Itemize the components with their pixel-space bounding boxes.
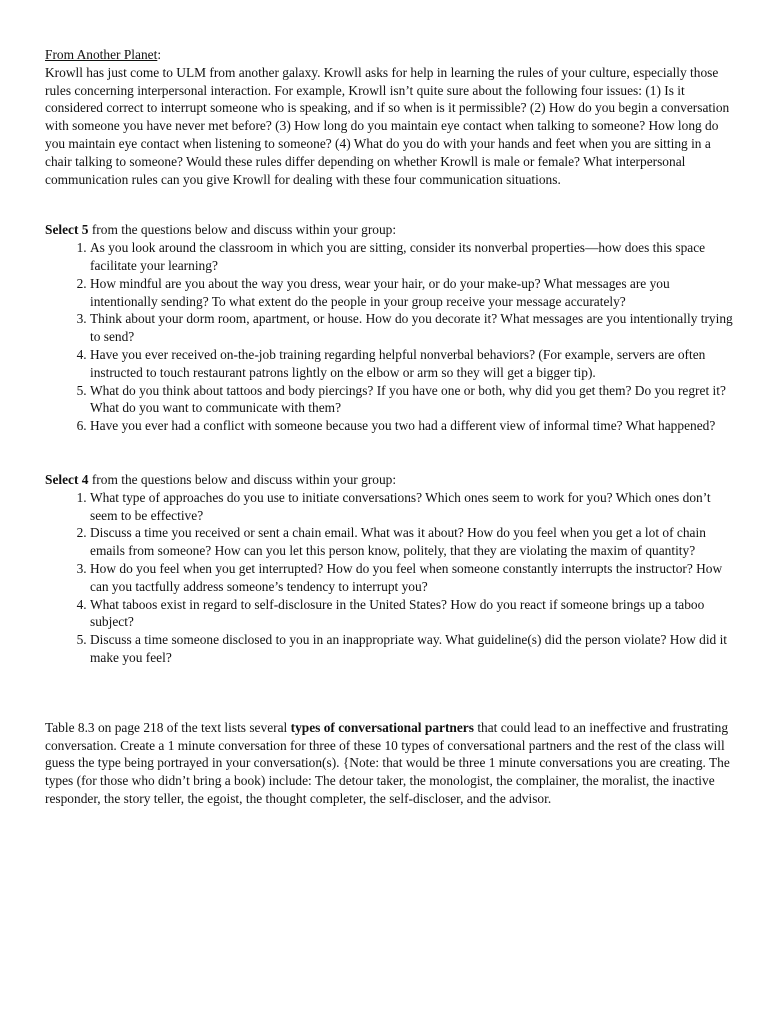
final-bold-term: types of conversational partners	[290, 719, 474, 735]
section-2-heading	[45, 471, 735, 489]
intro-title: From Another Planet	[45, 47, 158, 62]
section-1-question: 2. How mindful are you about the way you dress, wear your hair, or do your make-up? What messages are you intentionally sending? To what extent do the people in your group receive your message accurately?	[90, 275, 735, 311]
section-1-question: 6. Have you ever had a conflict with someone because you two had a different view of informal time? What happened?	[90, 417, 735, 435]
intro-title-colon: :	[157, 47, 162, 62]
conversational-partners-activity	[45, 719, 735, 808]
section-2-question: 2. Discuss a time you received or sent a chain email. What was it about? How do you feel when you get a lot of chain emails from someone? How can you let this person know, politely, that they are violating the maxim of quantity?	[90, 524, 735, 560]
section-1-lead: Select 5	[45, 222, 89, 238]
section-2-question: 1. What type of approaches do you use to initiate conversations? Which ones seem to work for you? Which ones don’t seem to be effective?	[90, 489, 735, 525]
section-1-question: 1. As you look around the classroom in which you are sitting, consider its nonverbal properties—how does this space facilitate your learning?	[90, 239, 735, 275]
intro-title-line	[45, 46, 735, 64]
section-1-heading-text: from the questions below and discuss within your group:	[88, 222, 397, 238]
section-1-question: 3. Think about your dorm room, apartment, or house. How do you decorate it? What messages are you intentionally trying to send?	[90, 310, 735, 346]
section-1-question: 5. What do you think about tattoos and body piercings? If you have one or both, why did you get them? Do you regret it? What do you want to communicate with them?	[90, 382, 735, 418]
section-1-question: 4. Have you ever received on-the-job training regarding helpful nonverbal behaviors? (For example, servers are often instructed to touch restaurant patrons lightly on the elbow or arm so they will get a bigger tip).	[90, 346, 735, 382]
document-page	[45, 46, 735, 808]
question-section-2	[45, 471, 735, 667]
section-2-question: 4. What taboos exist in regard to self-disclosure in the United States? How do you react if someone brings up a taboo subject?	[90, 596, 735, 632]
section-2-question-list	[45, 489, 735, 667]
section-2-heading-text: from the questions below and discuss within your group:	[88, 471, 397, 487]
section-2-lead: Select 4	[45, 471, 89, 487]
section-1-heading	[45, 221, 735, 239]
intro-body: Krowll has just come to ULM from another galaxy. Krowll asks for help in learning the rules of your culture, especially those rules concerning interpersonal interaction. For example, Krowll isn’t quite sure about the following four issues: (1) Is it considered correct to interrupt someone who is speaking, and if so when is it permissible? (2) How do you begin a conversation with someone you have never met before? (3) How long do you maintain eye contact when talking to someone? How long do you maintain eye contact when listening to someone? (4) What do you do with your hands and feet when you are sitting in a chair talking to someone? Would these rules differ depending on whether Krowll is male or female? What interpersonal communication rules can you give Krowll for dealing with these four communication situations.	[45, 64, 730, 187]
section-1-question-list	[45, 239, 735, 435]
question-section-1	[45, 221, 735, 435]
section-2-question: 5. Discuss a time someone disclosed to you in an inappropriate way. What guideline(s) did the person violate? How did it make you feel?	[90, 631, 735, 667]
intro-section	[45, 46, 735, 188]
final-text-after: that could lead to an ineffective and frustrating conversation. Create a 1 minute conversation for three of these 10 types of conversational partners and the rest of the class will guess the type being portrayed in your conversation(s). {Note: that would be three 1 minute conversations you are creating. The types (for those who didn’t bring a book) include: The detour taker, the monologist, the complainer, the moralist, the inactive responder, the story teller, the egoist, the thought completer, the self-discloser, and the advisor.	[45, 719, 730, 806]
final-text-before: Table 8.3 on page 218 of the text lists several	[45, 719, 291, 735]
section-2-question: 3. How do you feel when you get interrupted? How do you feel when someone constantly interrupts the instructor? How can you tactfully address someone’s tendency to interrupt you?	[90, 560, 735, 596]
